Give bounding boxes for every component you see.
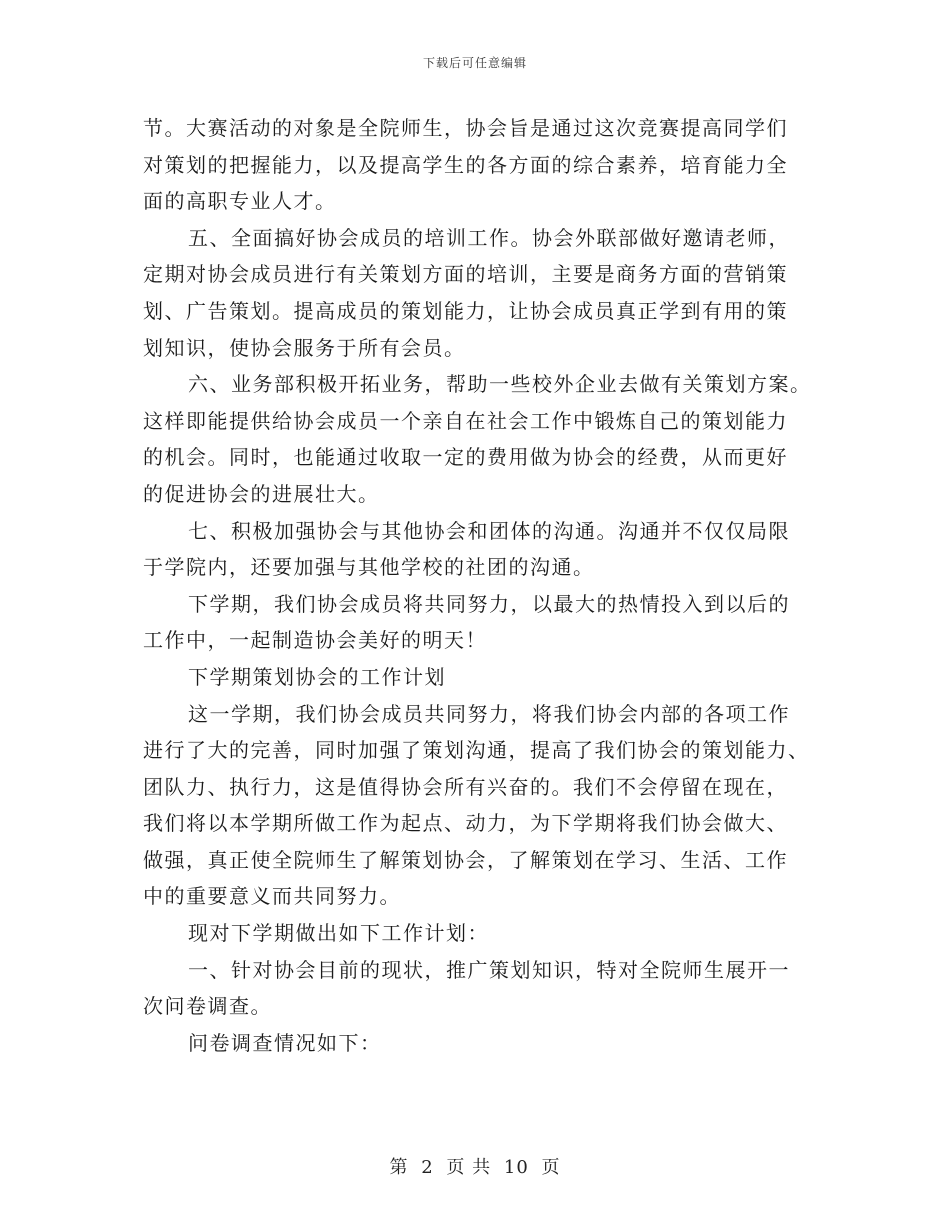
text-line: 划、广告策划。提高成员的策划能力，让协会成员真正学到有用的策: [143, 298, 788, 323]
text-line: 五、全面搞好协会成员的培训工作。协会外联部做好邀请老师，: [188, 225, 790, 250]
text-line: 六、业务部积极开拓业务，帮助一些校外企业去做有关策划方案。: [188, 372, 812, 397]
text-line: 节。大赛活动的对象是全院师生，协会旨是通过这次竞赛提高同学们: [143, 116, 788, 140]
text-line: 对策划的把握能力，以及提高学生的各方面的综合素养，培育能力全: [143, 152, 788, 177]
text-line: 工作中，一起制造协会美好的明天！: [143, 628, 487, 653]
text-line: 问卷调查情况如下：: [188, 1030, 382, 1055]
text-line: 我们将以本学期所做工作为起点、动力，为下学期将我们协会做大、: [143, 811, 788, 836]
document-body: [143, 110, 812, 1061]
footer-suffix: 页: [541, 1157, 561, 1178]
text-line: 进行了大的完善，同时加强了策划沟通，提高了我们协会的策划能力、: [143, 738, 810, 763]
text-line: 定期对协会成员进行有关策划方面的培训，主要是商务方面的营销策: [143, 262, 788, 287]
text-line: 的促进协会的进展壮大。: [143, 481, 380, 506]
text-line: 次问卷调查。: [143, 994, 272, 1019]
page-header: 下载后可任意编辑: [422, 56, 527, 70]
text-line: 做强，真正使全院师生了解策划协会，了解策划在学习、生活、工作: [143, 847, 788, 872]
text-line: 的机会。同时，也能通过收取一定的费用做为协会的经费，从而更好: [143, 445, 788, 470]
text-line: 这样即能提供给协会成员一个亲自在社会工作中锻炼自己的策划能力: [143, 408, 788, 433]
footer-middle: 页 共: [446, 1157, 492, 1178]
text-line: 这一学期，我们协会成员共同努力，将我们协会内部的各项工作: [188, 701, 790, 726]
text-line: 七、积极加强协会与其他协会和团体的沟通。沟通并不仅仅局限: [188, 518, 790, 543]
text-line: 面的高职专业人才。: [143, 189, 337, 214]
text-line: 一、针对协会目前的现状，推广策划知识，特对全院师生展开一: [188, 957, 790, 982]
text-line: 划知识，使协会服务于所有会员。: [143, 335, 466, 360]
text-line: 下学期，我们协会成员将共同努力，以最大的热情投入到以后的: [188, 591, 790, 616]
text-line: 团队力、执行力，这是值得协会所有兴奋的。我们不会停留在现在，: [143, 774, 788, 799]
text-line: 中的重要意义而共同努力。: [143, 884, 401, 909]
footer-prefix: 第: [389, 1157, 409, 1178]
text-line: 现对下学期做出如下工作计划：: [188, 921, 489, 946]
page-footer: [0, 1153, 950, 1179]
text-line: 于学院内，还要加强与其他学校的社团的沟通。: [143, 555, 595, 580]
text-line: 下学期策划协会的工作计划: [188, 664, 446, 689]
footer-total-pages: 10: [503, 1157, 529, 1178]
footer-page-number: 2: [421, 1157, 434, 1178]
